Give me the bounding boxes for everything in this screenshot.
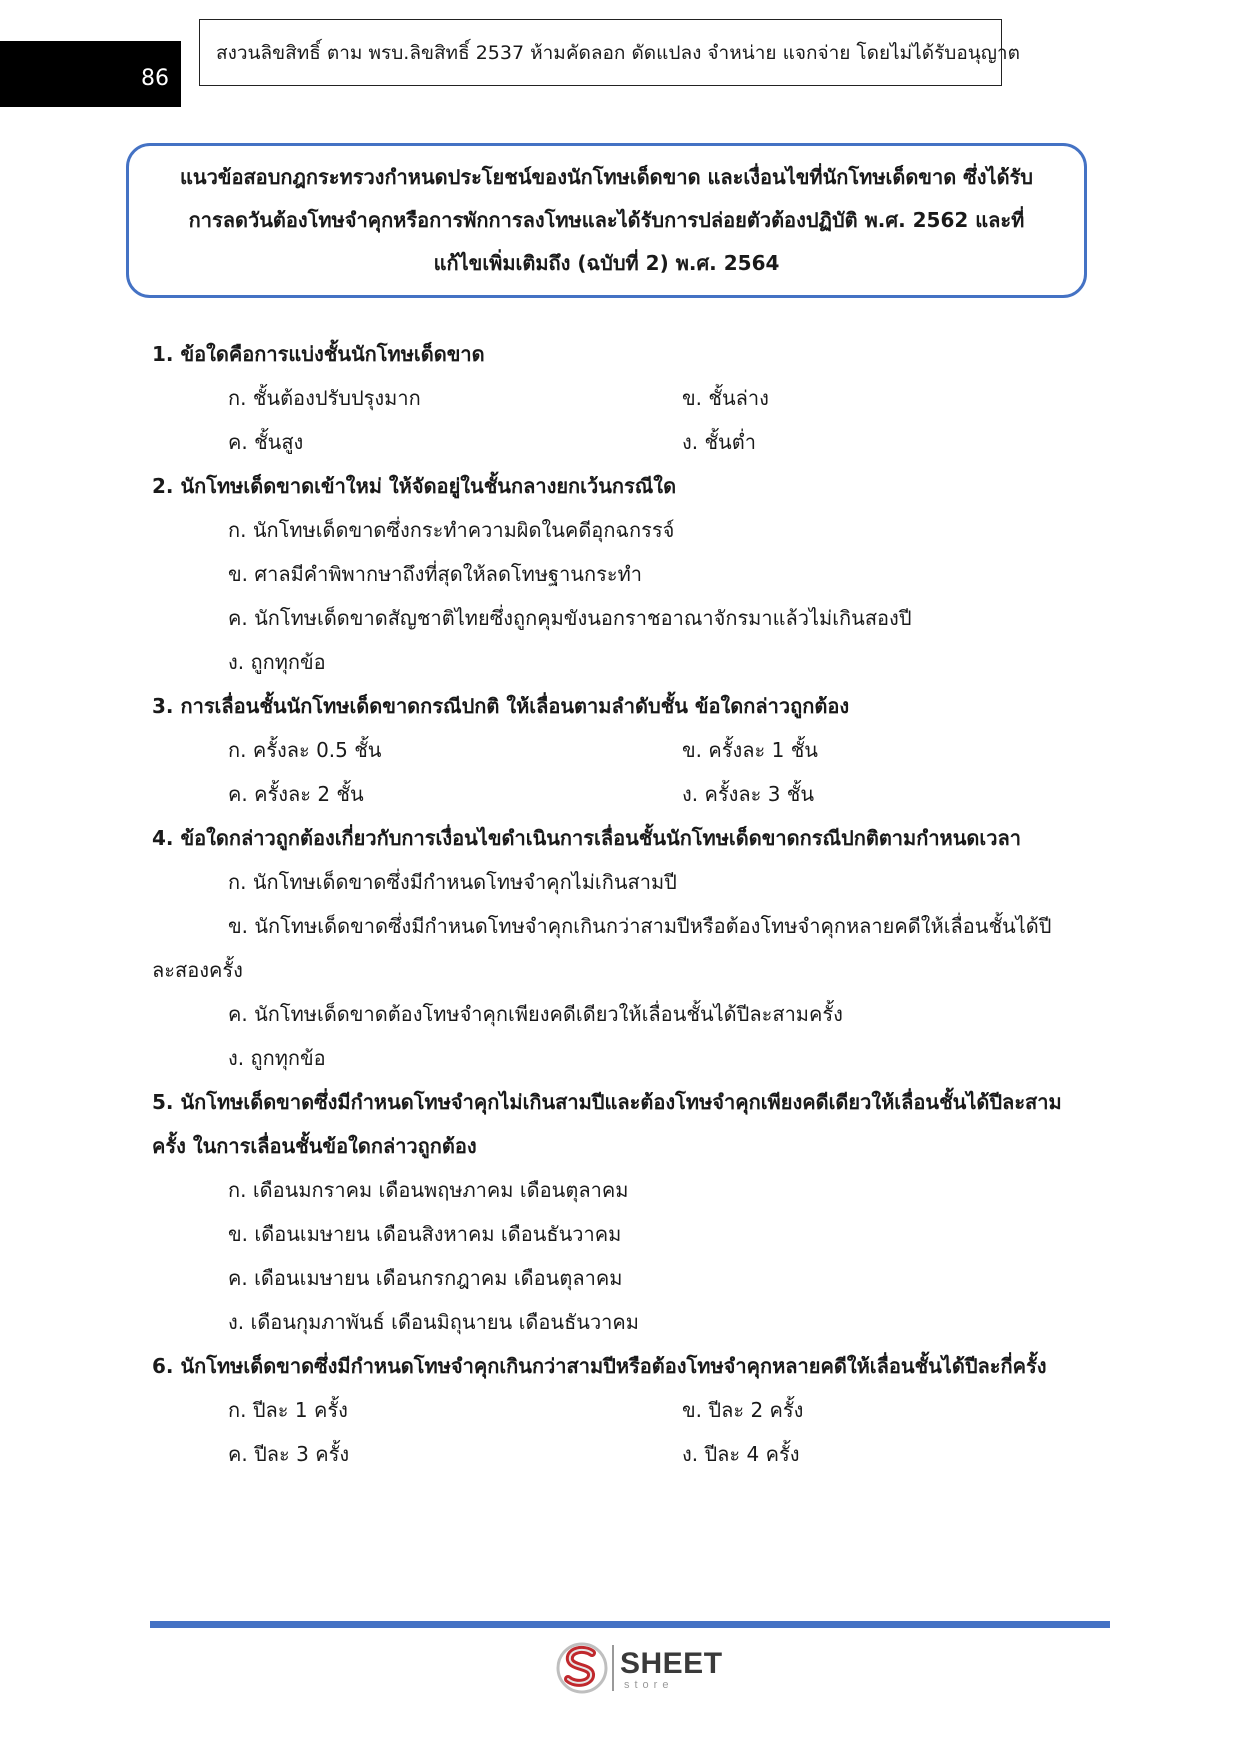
- option-row: [152, 728, 1064, 772]
- option-5-b: ข. เดือนเมษายน เดือนสิงหาคม เดือนธันวาคม: [228, 1222, 622, 1246]
- sheet-store-logo: [556, 1641, 726, 1697]
- option-6-b: ข. ปีละ 2 ครั้ง: [682, 1398, 804, 1422]
- option-row: [152, 1432, 1064, 1476]
- option-1-d: ง. ชั้นต่ำ: [682, 430, 756, 454]
- option-6-d: ง. ปีละ 4 ครั้ง: [682, 1442, 800, 1466]
- logo-subtext: store: [624, 1679, 674, 1691]
- option-2-d: ง. ถูกทุกข้อ: [228, 650, 326, 674]
- option-5-c: ค. เดือนเมษายน เดือนกรกฎาคม เดือนตุลาคม: [228, 1266, 623, 1290]
- question-1: 1. ข้อใดคือการแบ่งชั้นนักโทษเด็ดขาด: [152, 342, 485, 366]
- option-row: [152, 420, 1064, 464]
- option-4-c: ค. นักโทษเด็ดขาดต้องโทษจำคุกเพียงคดีเดียวให้เลื่อนชั้นได้ปีละสามครั้ง: [228, 1002, 843, 1026]
- option-5-a: ก. เดือนมกราคม เดือนพฤษภาคม เดือนตุลาคม: [228, 1178, 629, 1202]
- question-2: 2. นักโทษเด็ดขาดเข้าใหม่ ให้จัดอยู่ในชั้นกลางยกเว้นกรณีใด: [152, 474, 677, 498]
- document-title-box: [126, 143, 1087, 298]
- option-3-c: ค. ครั้งละ 2 ชั้น: [228, 782, 364, 806]
- question-list: [152, 332, 1064, 1476]
- option-1-a: ก. ชั้นต้องปรับปรุงมาก: [228, 386, 421, 410]
- question-5: 5. นักโทษเด็ดขาดซึ่งมีกำหนดโทษจำคุกไม่เกินสามปีและต้องโทษจำคุกเพียงคดีเดียวให้เลื่อนชั้นได้ปีละสามครั้ง ในการเลื่อนชั้นข้อใดกล่าวถูกต้อง: [152, 1090, 1062, 1158]
- question-4: 4. ข้อใดกล่าวถูกต้องเกี่ยวกับการเงื่อนไขดำเนินการเลื่อนชั้นนักโทษเด็ดขาดกรณีปกติตามกำหนดเวลา: [152, 826, 1021, 850]
- copyright-notice: สงวนลิขสิทธิ์ ตาม พรบ.ลิขสิทธิ์ 2537 ห้ามคัดลอก ดัดแปลง จำหน่าย แจกจ่าย โดยไม่ได้รับอนุญาต: [199, 19, 1002, 86]
- option-3-b: ข. ครั้งละ 1 ชั้น: [682, 738, 818, 762]
- option-1-b: ข. ชั้นล่าง: [682, 386, 769, 410]
- option-row: [152, 376, 1064, 420]
- question-3: 3. การเลื่อนชั้นนักโทษเด็ดขาดกรณีปกติ ให้เลื่อนตามลำดับชั้น ข้อใดกล่าวถูกต้อง: [152, 694, 850, 718]
- page-number-badge: [0, 41, 181, 107]
- question-6: 6. นักโทษเด็ดขาดซึ่งมีกำหนดโทษจำคุกเกินกว่าสามปีหรือต้องโทษจำคุกหลายคดีให้เลื่อนชั้นได้ปีละกี่ครั้ง: [152, 1354, 1047, 1378]
- logo-wordmark: SHEET: [620, 1647, 723, 1680]
- option-3-d: ง. ครั้งละ 3 ชั้น: [682, 782, 815, 806]
- option-6-c: ค. ปีละ 3 ครั้ง: [228, 1442, 350, 1466]
- title-line-3: แก้ไขเพิ่มเติมถึง (ฉบับที่ 2) พ.ศ. 2564: [433, 251, 780, 275]
- page-number: 86: [141, 66, 169, 91]
- option-row: [152, 1388, 1064, 1432]
- title-line-1: แนวข้อสอบกฎกระทรวงกำหนดประโยชน์ของนักโทษเด็ดขาด และเงื่อนไขที่นักโทษเด็ดขาด ซึ่งได้รับ: [180, 165, 1033, 189]
- option-1-c: ค. ชั้นสูง: [228, 430, 304, 454]
- option-6-a: ก. ปีละ 1 ครั้ง: [228, 1398, 348, 1422]
- title-line-2: การลดวันต้องโทษจำคุกหรือการพักการลงโทษและได้รับการปล่อยตัวต้องปฏิบัติ พ.ศ. 2562 และที่: [188, 208, 1025, 232]
- option-2-b: ข. ศาลมีคำพิพากษาถึงที่สุดให้ลดโทษฐานกระทำ: [228, 562, 642, 586]
- option-row: [152, 772, 1064, 816]
- sheet-store-logo-icon: [556, 1641, 608, 1695]
- option-5-d: ง. เดือนกุมภาพันธ์ เดือนมิถุนายน เดือนธันวาคม: [228, 1310, 639, 1334]
- option-4-a: ก. นักโทษเด็ดขาดซึ่งมีกำหนดโทษจำคุกไม่เกินสามปี: [228, 870, 677, 894]
- option-4-b: ข. นักโทษเด็ดขาดซึ่งมีกำหนดโทษจำคุกเกินกว่าสามปีหรือต้องโทษจำคุกหลายคดีให้เลื่อนชั้นได้ปีละสองครั้ง: [152, 914, 1052, 982]
- option-3-a: ก. ครั้งละ 0.5 ชั้น: [228, 738, 382, 762]
- option-2-c: ค. นักโทษเด็ดขาดสัญชาติไทยซึ่งถูกคุมขังนอกราชอาณาจักรมาแล้วไม่เกินสองปี: [228, 606, 912, 630]
- option-4-d: ง. ถูกทุกข้อ: [228, 1046, 326, 1070]
- logo-divider: [612, 1645, 614, 1691]
- option-2-a: ก. นักโทษเด็ดขาดซึ่งกระทำความผิดในคดีอุกฉกรรจ์: [228, 518, 675, 542]
- footer-divider: [150, 1621, 1110, 1628]
